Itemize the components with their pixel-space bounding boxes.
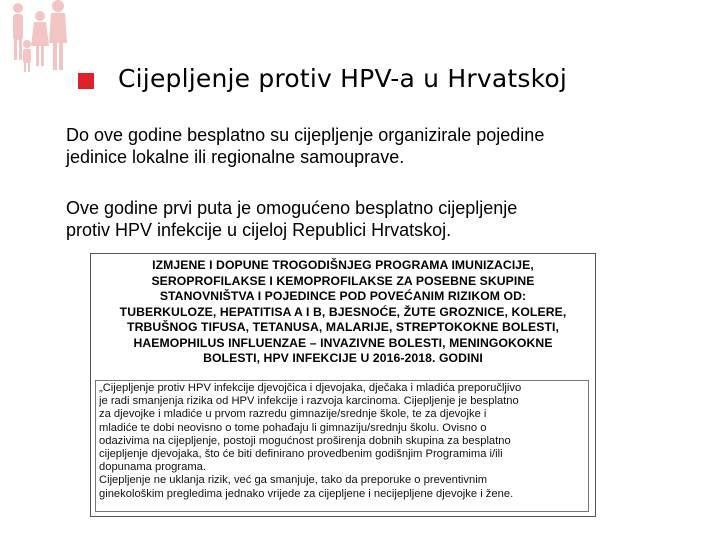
second-paragraph: Ove godine prvi puta je omogućeno besplatno cijepljenje protiv HPV infekcije u cijeloj Republici Hrvatskoj. (66, 198, 518, 240)
document-heading: IZMJENE I DOPUNE TROGODIŠNJEG PROGRAMA IMUNIZACIJE, SEROPROFILAKSE I KEMOPROFILAKSE ZA POSEBNE SKUPINE STANOVNIŠTVA I POJEDINCE POD POVEĆANIM RIZIKOM OD: TUBERKULOZE, HEPATITISA A I B, BJESNOĆE, ŽUTE GROZNICE, KOLERE, TRBUŠNOG TIFUSA, TETANUSA, MALARIJE, STREPTOKOKNE BOLESTI, HAEMOPHILUS INFLUENZAE – INVAZIVNE BOLESTI, MENINGOKOKNE BOLESTI, HPV INFEKCIJE U 2016-2018. GODINI (119, 258, 567, 365)
slide-title: Cijepljenje protiv HPV-a u Hrvatskoj (118, 64, 568, 93)
document-quote: „Cijepljenje protiv HPV infekcije djevojčica i djevojaka, dječaka i mladića preporučljivo je radi smanjenja rizika od HPV infekcije i razvoja karcinoma. Cijepljenje je besplatno za djevojke i mladiće u prvom razredu gimnazije/srednje škole, te za djevojke i mladiće te dobi neovisno o tome pohađaju li gimnaziju/srednju školu. Ovisno o odazivima na cijepljenje, postoji mogućnost proširenja dobnih skupina za besplatno cijepljenje djevojaka, što će biti definirano provedbenim godišnjim Programima i/ili dopunama programa. Cijepljenje ne uklanja rizik, već ga smanjuje, tako da preporuke o preventivnim ginekološkim pregledima jednako vrijede za cijepljene i necijepljene djevojke i žene. (95, 380, 589, 512)
scanned-document-image (90, 253, 596, 517)
title-bullet (78, 73, 94, 89)
people-logo-icon (0, 0, 80, 80)
intro-paragraph: Do ove godine besplatno su cijepljenje organizirale pojedine jedinice lokalne ili regionalne samouprave. (66, 125, 545, 167)
